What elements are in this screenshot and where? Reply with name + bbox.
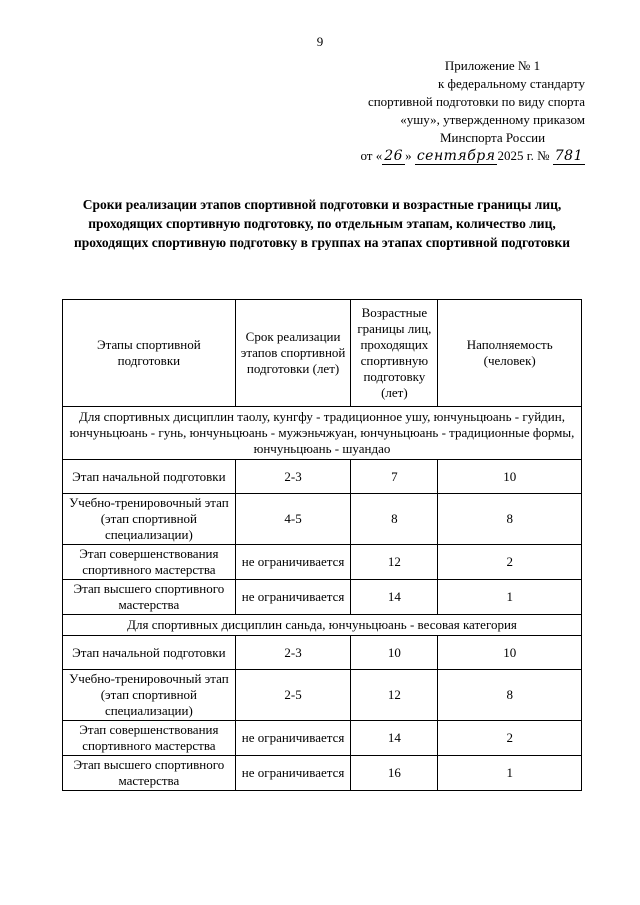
cell-term: не ограничивается <box>235 545 351 580</box>
cell-age: 8 <box>351 494 438 545</box>
cell-stage: Этап начальной подготовки <box>63 636 236 670</box>
table-row <box>63 636 582 670</box>
cell-stage: Этап высшего спортивного мастерства <box>63 580 236 615</box>
table-row <box>63 460 582 494</box>
cell-term: 2-3 <box>235 636 351 670</box>
cell-age: 12 <box>351 670 438 721</box>
handwritten-month: сентября <box>416 148 496 164</box>
date-year: 2025 г. № <box>497 148 550 163</box>
cell-term: 2-5 <box>235 670 351 721</box>
cell-size: 10 <box>438 460 582 494</box>
cell-age: 12 <box>351 545 438 580</box>
cell-size: 10 <box>438 636 582 670</box>
stages-table <box>62 299 582 791</box>
date-mid: » <box>405 148 412 163</box>
cell-stage: Учебно-тренировочный этап (этап спортивной специализации) <box>63 670 236 721</box>
cell-size: 8 <box>438 670 582 721</box>
cell-stage: Этап начальной подготовки <box>63 460 236 494</box>
header-term: Срок реализации этапов спортивной подготовки (лет) <box>235 300 351 407</box>
handwritten-number: 781 <box>554 148 583 164</box>
handwritten-day: 26 <box>384 148 404 164</box>
order-date-line <box>330 147 585 165</box>
appendix-line2: к федеральному стандарту <box>437 76 585 91</box>
cell-term: не ограничивается <box>235 580 351 615</box>
cell-age: 10 <box>351 636 438 670</box>
section-row <box>63 615 582 636</box>
appendix-line3: спортивной подготовки по виду спорта <box>367 94 585 109</box>
cell-size: 2 <box>438 721 582 756</box>
cell-term: не ограничивается <box>235 721 351 756</box>
appendix-block <box>330 57 585 165</box>
section-row <box>63 407 582 460</box>
table-row <box>63 721 582 756</box>
appendix-line4: «ушу», утвержденному приказом <box>400 112 585 127</box>
cell-stage: Учебно-тренировочный этап (этап спортивной специализации) <box>63 494 236 545</box>
cell-age: 14 <box>351 580 438 615</box>
header-stages: Этапы спортивной подготовки <box>63 300 236 407</box>
table-header-row <box>63 300 582 407</box>
section-title: Для спортивных дисциплин саньда, юнчуньцюань - весовая категория <box>63 615 582 636</box>
cell-age: 14 <box>351 721 438 756</box>
header-age: Возрастные границы лиц, проходящих спортивную подготовку (лет) <box>351 300 438 407</box>
table-row <box>63 580 582 615</box>
cell-size: 1 <box>438 756 582 791</box>
cell-stage: Этап высшего спортивного мастерства <box>63 756 236 791</box>
cell-age: 7 <box>351 460 438 494</box>
cell-term: 4-5 <box>235 494 351 545</box>
table-row <box>63 494 582 545</box>
cell-size: 2 <box>438 545 582 580</box>
page-number: 9 <box>316 34 324 49</box>
cell-age: 16 <box>351 756 438 791</box>
date-prefix: от « <box>360 148 383 163</box>
cell-size: 1 <box>438 580 582 615</box>
appendix-line5: Минспорта России <box>439 130 546 145</box>
table-row <box>63 756 582 791</box>
document-title: Сроки реализации этапов спортивной подготовки и возрастные границы лиц, проходящих спортивную подготовку, по отдельным этапам, количество лиц, проходящих спортивную подготовку в группах на этапах спортивной подготовки <box>73 197 571 250</box>
section-title: Для спортивных дисциплин таолу, кунгфу - традиционное ушу, юнчуньцюань - гуйдин, юнчуньцюань - гунь, юнчуньцюань - мужэньчжуан, юнчуньцюань - традиционные формы, юнчуньцюань - шуандао <box>63 407 582 460</box>
cell-term: 2-3 <box>235 460 351 494</box>
appendix-line1: Приложение № 1 <box>444 58 541 73</box>
cell-stage: Этап совершенствования спортивного мастерства <box>63 545 236 580</box>
cell-term: не ограничивается <box>235 756 351 791</box>
table-row <box>63 670 582 721</box>
cell-stage: Этап совершенствования спортивного мастерства <box>63 721 236 756</box>
cell-size: 8 <box>438 494 582 545</box>
header-size: Наполняемость (человек) <box>438 300 582 407</box>
table-row <box>63 545 582 580</box>
